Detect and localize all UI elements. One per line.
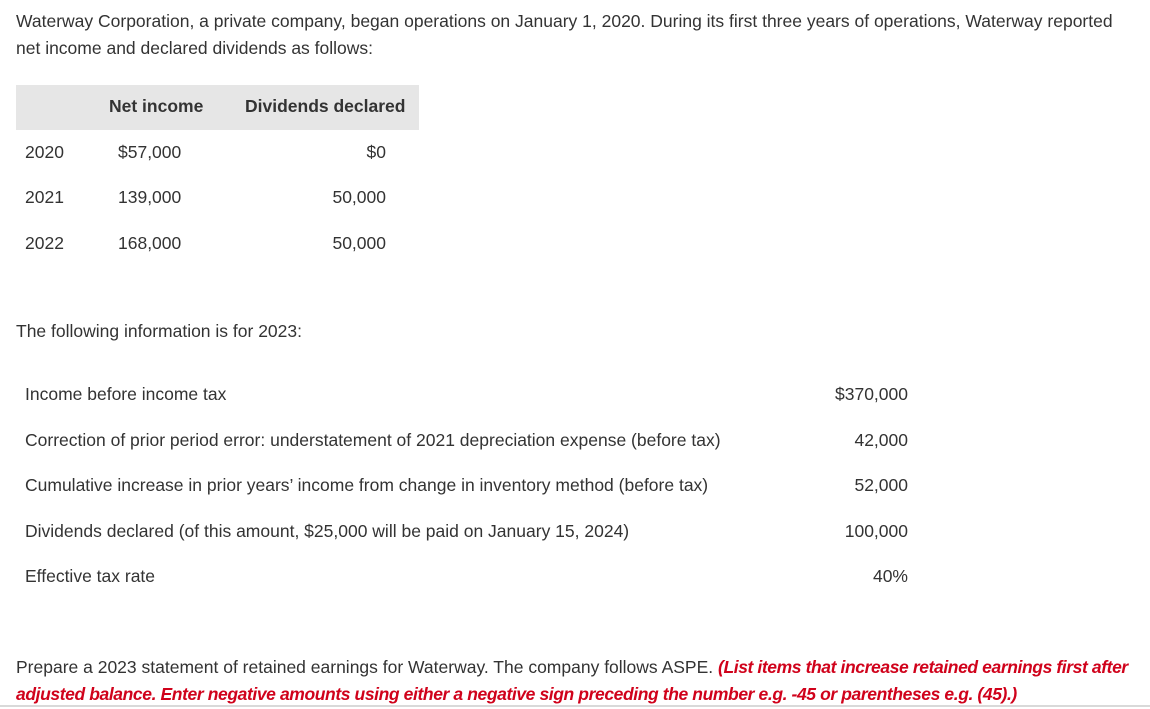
info-intro-text: The following information is for 2023: — [16, 321, 302, 341]
question-paragraph — [16, 654, 1141, 708]
info-row-label: Cumulative increase in prior years’ income from change in inventory method (before tax) — [25, 475, 709, 495]
divider — [0, 705, 1150, 707]
info-row-label: Dividends declared (of this amount, $25,000 will be paid on January 15, 2024) — [25, 521, 630, 541]
year-cell: 2022 — [25, 233, 64, 253]
column-header-net-income: Net income — [109, 96, 204, 116]
question-instruction: (List items that increase retained earnings first after adjusted balance. Enter negative amounts using either a negative sign preceding the number e.g. -45 or parentheses e.g. (45).) — [16, 657, 1128, 704]
net-income-cell: 139,000 — [118, 187, 182, 207]
dividends-cell: $0 — [366, 142, 386, 162]
info-row-value: 100,000 — [844, 521, 908, 541]
info-row-label: Effective tax rate — [25, 566, 156, 586]
info-row-label: Income before income tax — [25, 384, 227, 404]
info-row-label: Correction of prior period error: understatement of 2021 depreciation expense (before tax) — [25, 430, 721, 450]
net-income-cell: 168,000 — [118, 233, 182, 253]
info-row-value: 52,000 — [854, 475, 908, 495]
net-income-cell: $57,000 — [118, 142, 182, 162]
question-prompt: Prepare a 2023 statement of retained earnings for Waterway. The company follows ASPE. — [16, 657, 714, 677]
year-cell: 2021 — [25, 187, 64, 207]
intro-paragraph: Waterway Corporation, a private company, began operations on January 1, 2020. During its first three years of operations, Waterway reported net income and declared dividends as follows: — [16, 11, 1113, 58]
info-row-value: $370,000 — [835, 384, 908, 404]
dividends-cell: 50,000 — [332, 233, 386, 253]
info-row-value: 40% — [872, 566, 908, 586]
column-header-dividends-declared: Dividends declared — [245, 96, 406, 116]
year-cell: 2020 — [25, 142, 64, 162]
dividends-cell: 50,000 — [332, 187, 386, 207]
info-row-value: 42,000 — [854, 430, 908, 450]
